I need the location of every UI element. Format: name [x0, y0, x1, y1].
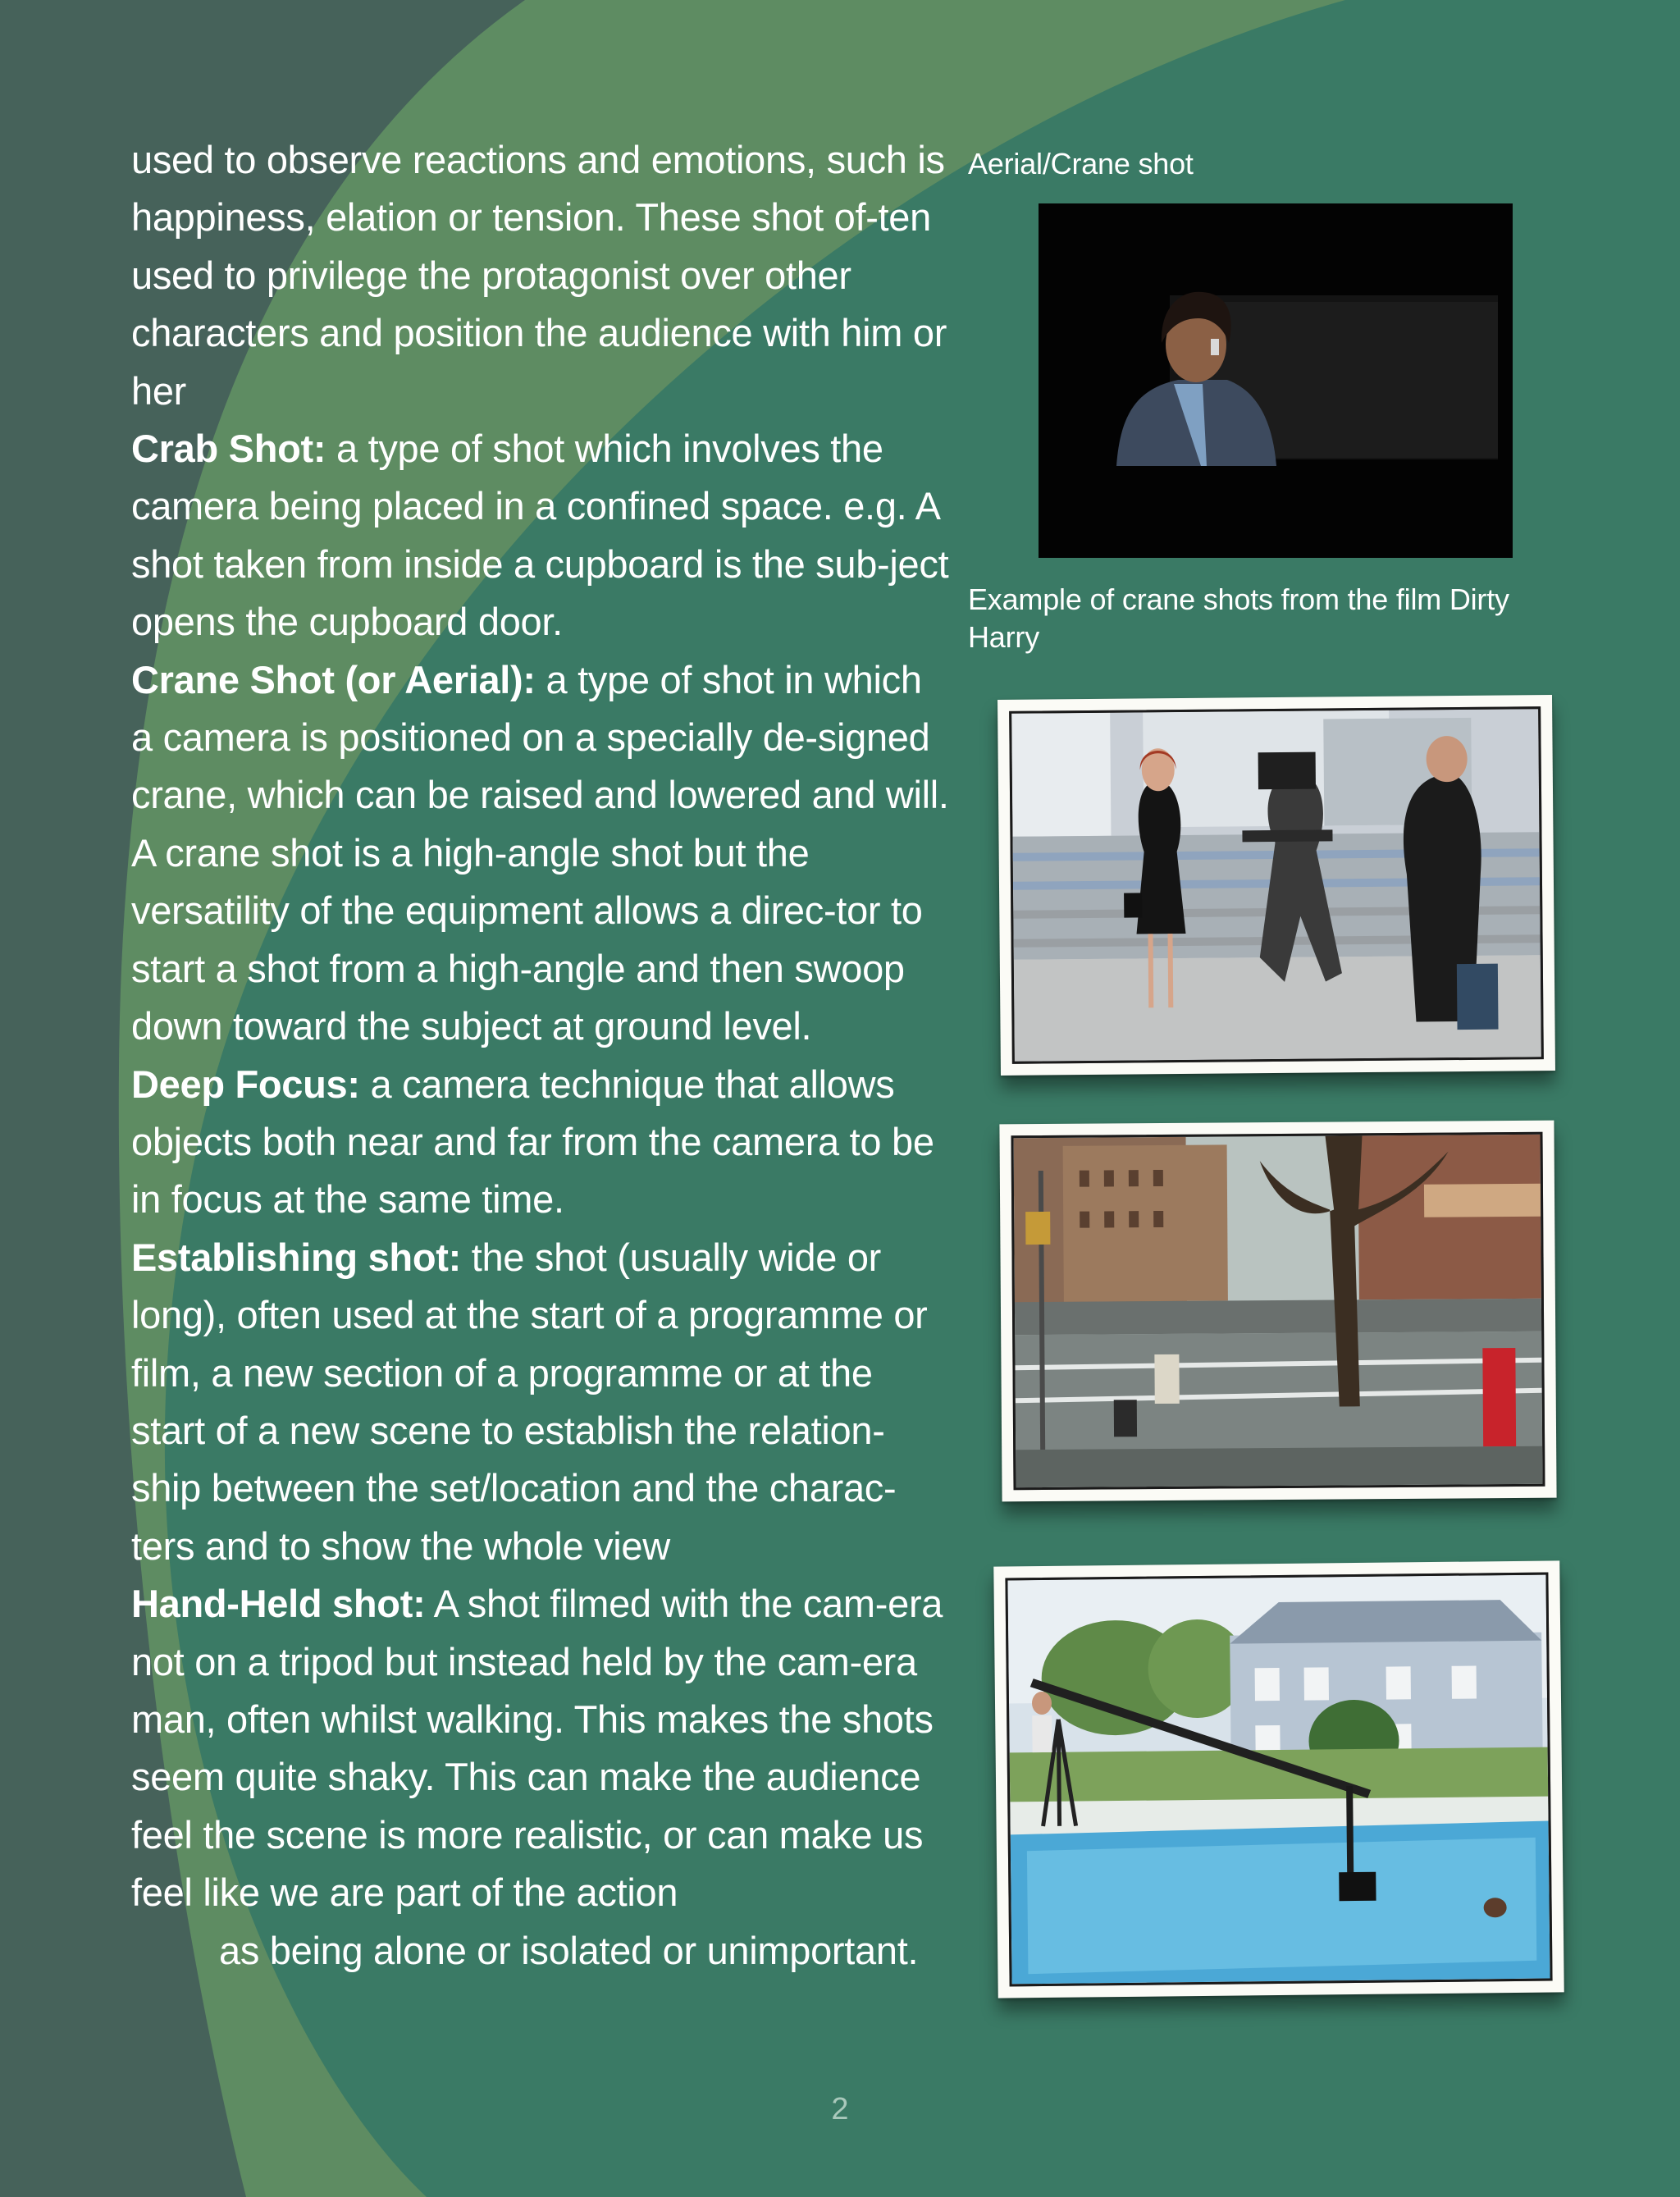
definition-establishing-shot — [131, 1229, 952, 1575]
definition-hand-held-shot — [131, 1575, 952, 1921]
article-body — [131, 131, 952, 1980]
definition-text: the shot (usually wide or long), often used at the start of a programme or film, a new section of a programme or at the start of a new scene to establish the relation-ship between the set/location and the charac-ters and to show the whole view — [131, 1235, 928, 1568]
definition-text: a type of shot which involves the camera being placed in a confined space. e.g. A shot taken from inside a cupboard is the sub-ject opens the cupboard door. — [131, 427, 949, 644]
definition-deep-focus — [131, 1056, 952, 1229]
page-number: 2 — [831, 2092, 849, 2126]
photo-crane-over-pool — [993, 1560, 1564, 1998]
term-crane-shot: Crane Shot (or Aerial): — [131, 657, 536, 701]
photo-steadicam-street-scene — [998, 695, 1555, 1076]
definition-text: a camera technique that allows objects both near and far from the camera to be in focus at the same time. — [131, 1062, 934, 1222]
paragraph-text: used to observe reactions and emotions, such is happiness, elation or tension. These shot of-ten used to privilege the protagonist over other characters and position the audience with him or her — [131, 138, 947, 413]
aside-heading: Aerial/Crane shot — [968, 147, 1194, 180]
term-crab-shot: Crab Shot: — [131, 427, 326, 471]
film-still-caption: Example of crane shots from the film Dirty Harry — [968, 582, 1509, 654]
term-establishing-shot: Establishing shot: — [131, 1235, 461, 1279]
trailing-line: as being alone or isolated or unimportant. — [219, 1928, 919, 1972]
definition-text: A shot filmed with the cam-era not on a tripod but instead held by the cam-era man, often whilst walking. This makes the shots seem quite shaky. This can make the audience feel the scene is more realistic, or can make us feel like we are part of the action — [131, 1582, 943, 1915]
term-hand-held-shot: Hand-Held shot: — [131, 1582, 426, 1626]
photo-rainy-city-street — [999, 1121, 1556, 1502]
film-still-dirty-harry — [1039, 203, 1513, 558]
definition-crane-shot — [131, 651, 952, 1056]
term-deep-focus: Deep Focus: — [131, 1062, 360, 1106]
definition-crab-shot — [131, 420, 952, 651]
paragraph-intro-continuation — [131, 131, 952, 420]
definition-text: a type of shot in which a camera is positioned on a specially de-signed crane, which can be raised and lowered and will. A crane shot is a high-angle shot but the versatility of the equipment allows a direc-tor to start a shot from a high-angle and then swoop down toward the subject at ground level. — [131, 657, 949, 1048]
